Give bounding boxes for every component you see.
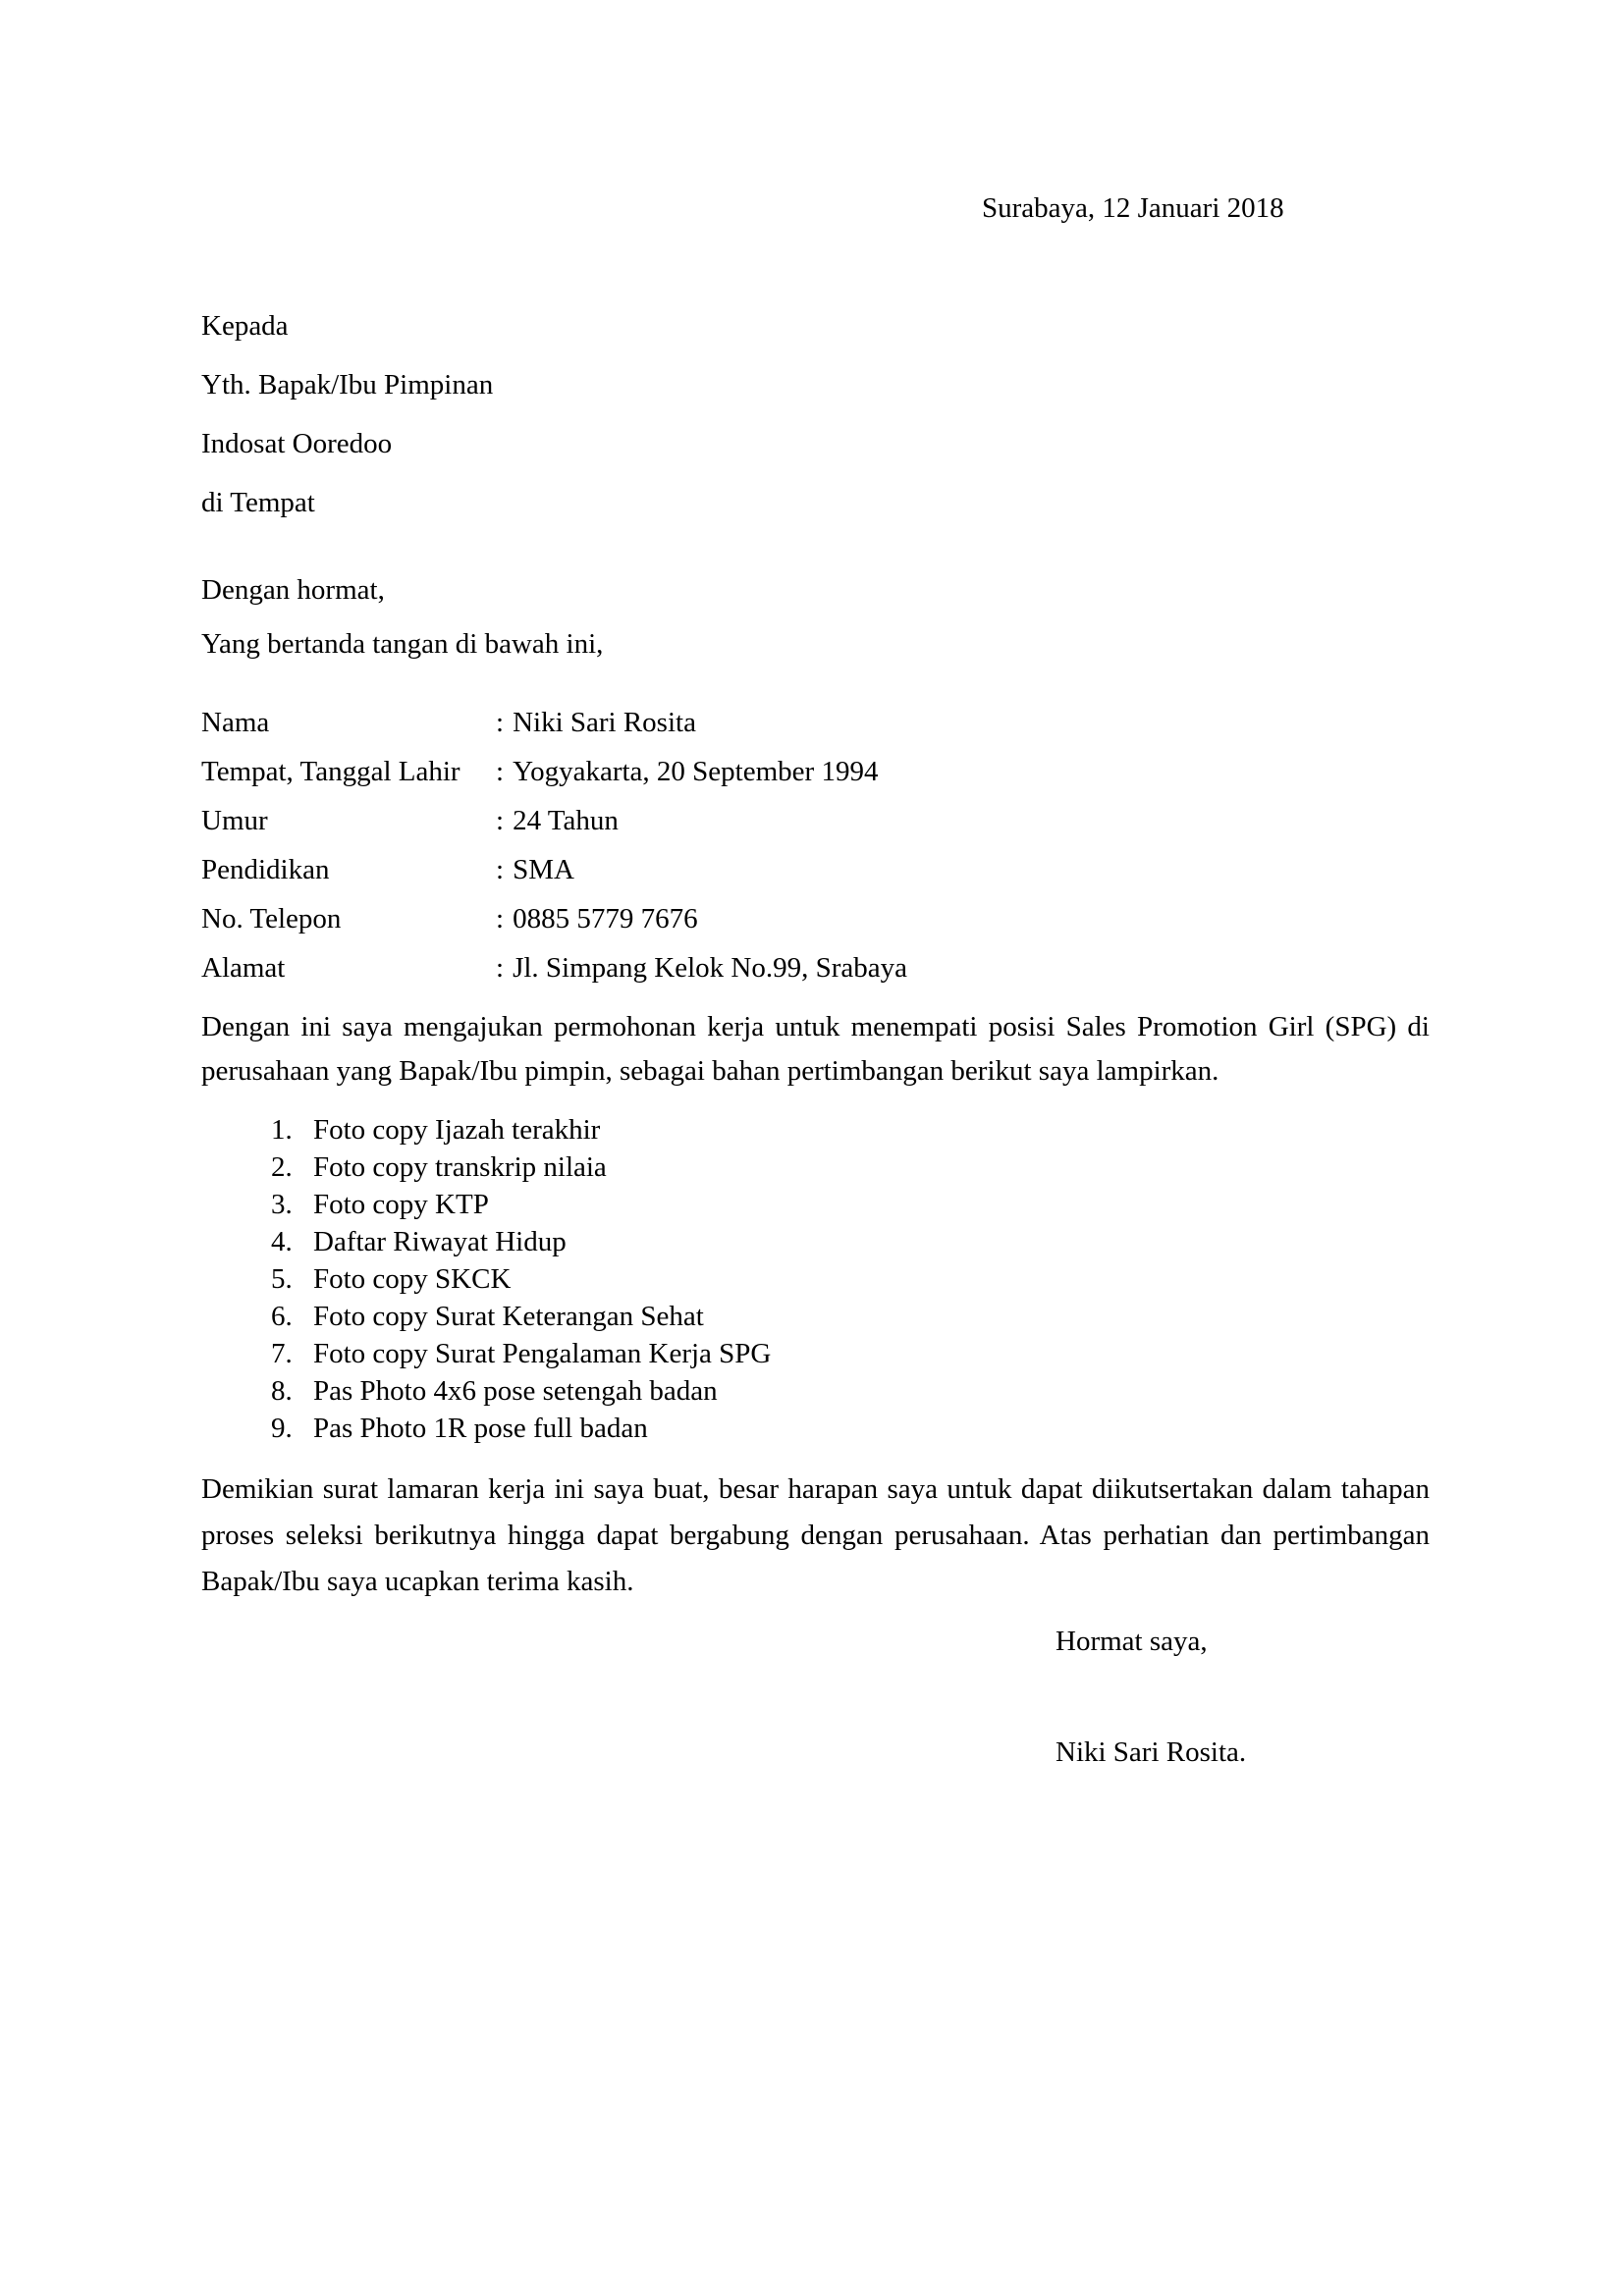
field-row-alamat <box>201 951 1430 985</box>
field-value: 24 Tahun <box>513 805 619 836</box>
field-label: Nama <box>201 707 270 738</box>
field-value: Yogyakarta, 20 September 1994 <box>513 756 879 787</box>
recipient-place: di Tempat <box>201 487 315 518</box>
field-row-nama <box>201 706 1430 739</box>
field-label: Pendidikan <box>201 854 330 885</box>
attachment-item: 4. Daftar Riwayat Hidup <box>299 1223 1430 1260</box>
field-value: SMA <box>513 854 574 885</box>
field-separator: : <box>496 805 505 836</box>
field-label: Alamat <box>201 952 286 984</box>
field-row-tempat-tanggal-lahir <box>201 755 1430 788</box>
attachment-item: 1. Foto copy Ijazah terakhir <box>299 1111 1430 1148</box>
attachment-item: 6. Foto copy Surat Keterangan Sehat <box>299 1298 1430 1335</box>
field-label: Tempat, Tanggal Lahir <box>201 756 460 787</box>
recipient-block <box>201 309 1430 519</box>
personal-data-fields <box>201 706 1430 985</box>
field-separator: : <box>496 903 505 934</box>
attachment-item: 9. Pas Photo 1R pose full badan <box>299 1410 1430 1447</box>
attachment-item: 7. Foto copy Surat Pengalaman Kerja SPG <box>299 1335 1430 1372</box>
attachment-item: 8. Pas Photo 4x6 pose setengah badan <box>299 1372 1430 1410</box>
letter-date: Surabaya, 12 Januari 2018 <box>982 192 1284 224</box>
field-value: 0885 5779 7676 <box>513 903 698 934</box>
attachment-item: 2. Foto copy transkrip nilaia <box>299 1148 1430 1186</box>
field-value: Niki Sari Rosita <box>513 707 696 738</box>
field-row-umur <box>201 804 1430 837</box>
intro-line: Yang bertanda tangan di bawah ini, <box>201 628 604 660</box>
attachment-item: 3. Foto copy KTP <box>299 1186 1430 1223</box>
attachment-item: 5. Foto copy SKCK <box>299 1260 1430 1298</box>
recipient-company: Indosat Ooredoo <box>201 428 393 459</box>
field-value: Jl. Simpang Kelok No.99, Srabaya <box>513 952 907 984</box>
field-separator: : <box>496 756 505 787</box>
recipient-addressee: Yth. Bapak/Ibu Pimpinan <box>201 369 494 400</box>
field-row-pendidikan <box>201 853 1430 886</box>
recipient-kepada: Kepada <box>201 310 289 342</box>
signature-opening: Hormat saya, <box>1056 1626 1208 1657</box>
closing-paragraph: Demikian surat lamaran kerja ini saya buat, besar harapan saya untuk dapat diikutsertakan dalam tahapan proses seleksi berikutnya hingga dapat bergabung dengan perusahaan. Atas perhatian dan pertimbangan Bapak/Ibu saya ucapkan terima kasih. <box>201 1473 1430 1597</box>
application-paragraph: Dengan ini saya mengajukan permohonan kerja untuk menempati posisi Sales Promotion Girl (SPG) di perusahaan yang Bapak/Ibu pimpin, sebagai bahan pertimbangan berikut saya lampirkan. <box>201 1011 1430 1087</box>
field-label: Umur <box>201 805 268 836</box>
salutation: Dengan hormat, <box>201 574 385 606</box>
signature-name: Niki Sari Rosita. <box>1056 1736 1247 1768</box>
field-label: No. Telepon <box>201 903 342 934</box>
field-row-no-telepon <box>201 902 1430 935</box>
field-separator: : <box>496 707 505 738</box>
field-separator: : <box>496 952 505 984</box>
field-separator: : <box>496 854 505 885</box>
signature-block <box>201 1625 1430 1769</box>
attachments-list <box>201 1111 1430 1447</box>
